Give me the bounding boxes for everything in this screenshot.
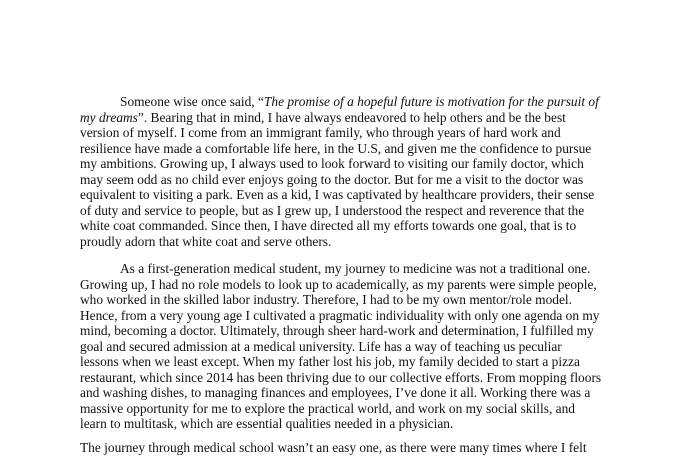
paragraph-line: resilience have made a comfortable life here, in the U.S, and given me the confidence to pursue: [80, 140, 592, 156]
paragraph-line: and washing dishes, to managing finances and employees, I’ve done it all. Working there was a: [80, 385, 591, 400]
paragraph-line: goal and secured admission at a medical university. Life has a way of teaching us peculiar: [80, 338, 562, 354]
paragraph-line: mind, becoming a doctor. Ultimately, through sheer hard-work and determination, I fulfilled my: [80, 323, 594, 338]
paragraph-line: white coat commanded. Since then, I have directed all my efforts towards one goal, that is to: [80, 218, 577, 233]
paragraph-line: version of myself. I come from an immigrant family, who through years of hard work and: [80, 125, 561, 140]
paragraph-line: Someone wise once said, “The promise of a hopeful future is motivation for the pursuit of: [120, 94, 599, 109]
paragraph-line: equivalent to visiting a park. Even as a kid, I was captivated by healthcare providers, their sense: [80, 187, 595, 202]
paragraph-line: who worked in the skilled labor industry. Therefore, I had to be my own mentor/role model.: [80, 292, 572, 307]
paragraph-line: Hence, from a very young age I cultivated a pragmatic individuality with only one agenda on my: [80, 307, 600, 323]
paragraph-line: learn to multitask, which are essential qualities needed in a physician.: [80, 416, 454, 431]
paragraph-line: As a first-generation medical student, my journey to medicine was not a traditional one.: [120, 261, 591, 276]
paragraph-1: [80, 94, 620, 249]
quote-italic: The promise of a hopeful future is motivation for the pursuit of: [263, 94, 599, 109]
paragraph-2: [80, 261, 620, 432]
paragraph-line: my ambitions. Growing up, I always used to look forward to visiting our family doctor, which: [80, 156, 584, 171]
paragraph-line: restaurant, which since 2014 has been thriving due to our collective efforts. From mopping floors: [80, 369, 602, 385]
paragraph-line: may seem odd as no child ever enjoys going to the doctor. But for me a visit to the doctor was: [80, 171, 584, 187]
paragraph-line: Growing up, I had no role models to look up to academically, as my parents were simple people,: [80, 276, 597, 292]
paragraph-3: [80, 440, 620, 456]
paragraph-line: The journey through medical school wasn’t an easy one, as there were many times where I felt: [80, 440, 587, 455]
paragraph-line: my dreams”. Bearing that in mind, I have always endeavored to help others and be the best: [80, 109, 566, 125]
paragraph-line: of duty and service to people, but as I grew up, I understood the respect and reverence that the: [80, 202, 585, 218]
paragraph-line: lessons when we least except. When my father lost his job, my family decided to start a pizza: [80, 354, 580, 369]
paragraph-line: massive opportunity for me to explore the practical world, and work on my social skills, and: [80, 400, 575, 416]
paragraph-line: proudly adorn that white coat and serve others.: [80, 233, 332, 249]
quote-italic: my dreams: [80, 109, 138, 125]
